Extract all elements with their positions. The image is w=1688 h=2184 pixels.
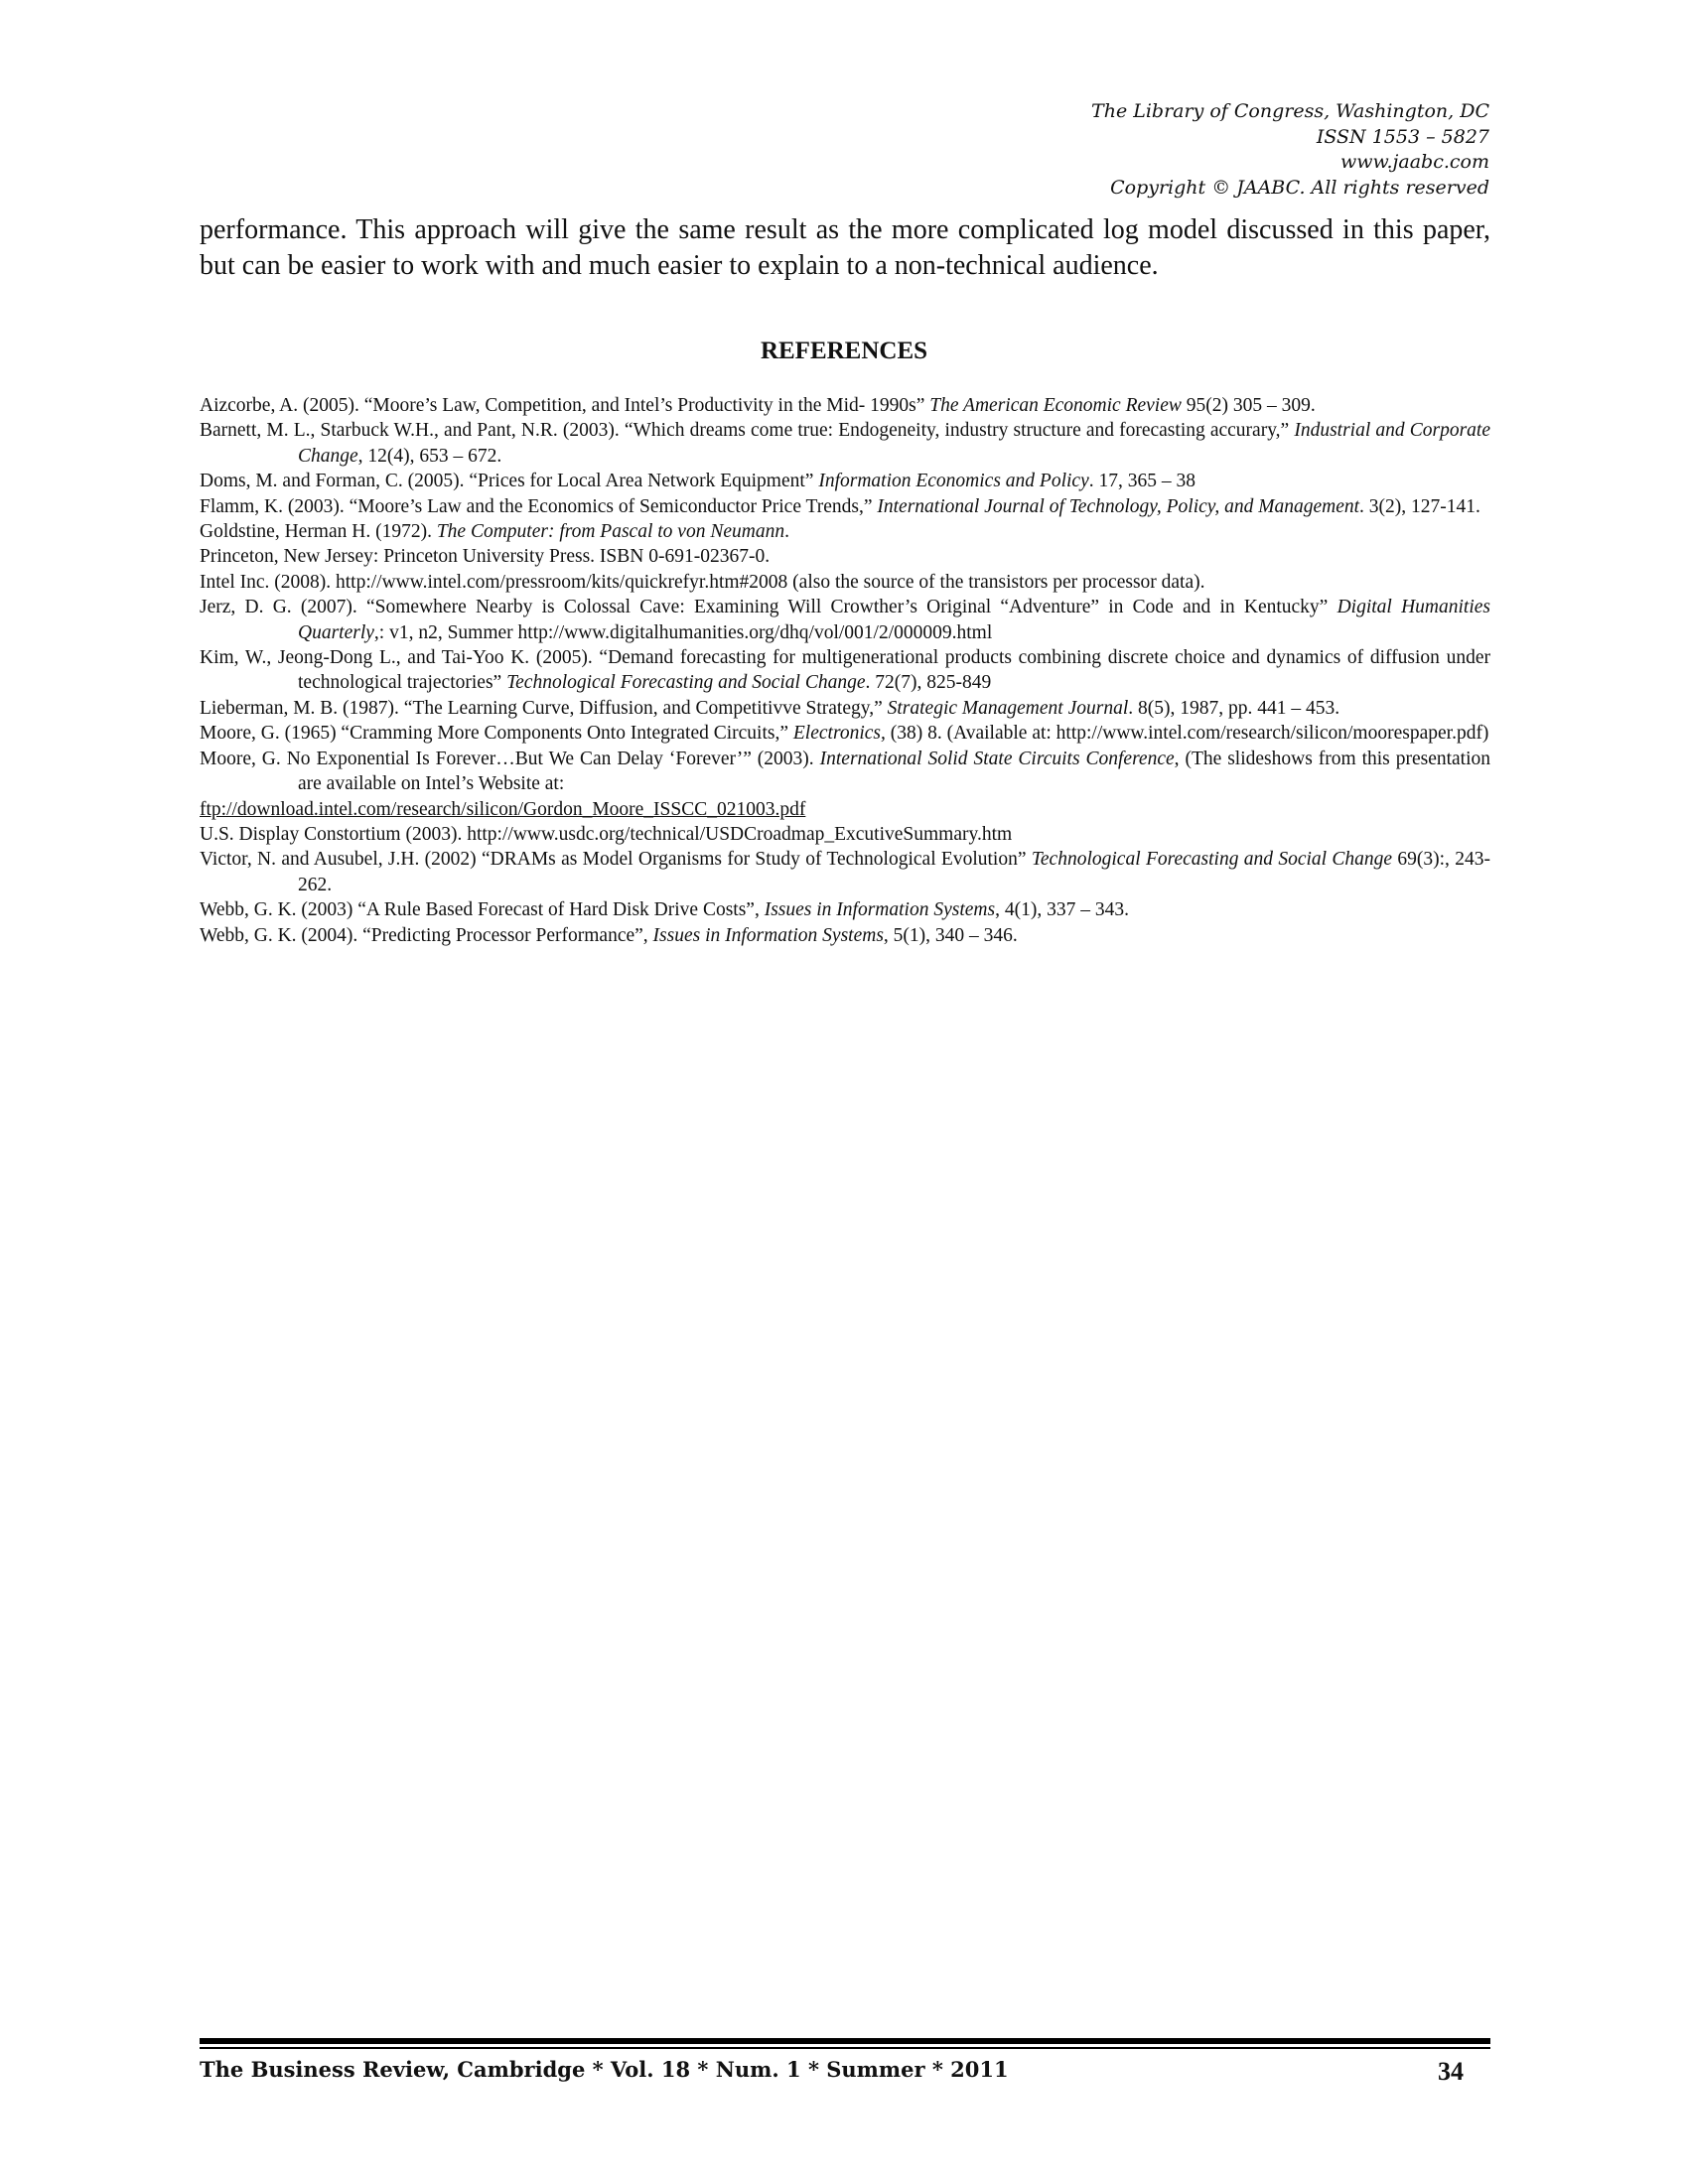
journal-header (794, 99, 1489, 201)
header-copyright-line: Copyright © JAABC. All rights reserved (1110, 176, 1489, 199)
reference-entry: Moore, G. No Exponential Is Forever…But We Can Delay ‘Forever’” (2003). International Solid State Circuits Conference, (The slideshows from this presentation are available on Intel’s Website at: (200, 748, 1491, 795)
reference-link[interactable]: ftp://download.intel.com/research/silicon/Gordon_Moore_ISSCC_021003.pdf (200, 798, 806, 820)
reference-entry: Victor, N. and Ausubel, J.H. (2002) “DRAMs as Model Organisms for Study of Technological Evolution” Technological Forecasting and Social Change 69(3):, 243-262. (200, 849, 1490, 895)
reference-entry: Jerz, D. G. (2007). “Somewhere Nearby is Colossal Cave: Examining Will Crowther’s Original “Adventure” in Code and in Kentucky” Digital Humanities Quarterly,: v1, n2, Summer http://www.digitalhumanities.org/dhq/vol/001/2/000009.html (200, 597, 1490, 643)
reference-entry: Princeton, New Jersey: Princeton University Press. ISBN 0-691-02367-0. (200, 546, 771, 568)
page-number: 34 (1438, 2057, 1464, 2086)
reference-entry: Flamm, K. (2003). “Moore’s Law and the Economics of Semiconductor Price Trends,” International Journal of Technology, Policy, and Management. 3(2), 127-141. (200, 495, 1480, 517)
reference-entry: Intel Inc. (2008). http://www.intel.com/pressroom/kits/quickrefyr.htm#2008 (also the source of the transistors per processor data). (200, 571, 1205, 593)
reference-entry: Lieberman, M. B. (1987). “The Learning Curve, Diffusion, and Competitivve Strategy,” Strategic Management Journal. 8(5), 1987, pp. 441 – 453. (200, 697, 1340, 719)
intro-text: performance. This approach will give the same result as the more complicated log model discussed in this paper, but can be easier to work with and much easier to explain to a non-technical audience. (200, 214, 1490, 281)
reference-entry: Kim, W., Jeong-Dong L., and Tai-Yoo K. (2005). “Demand forecasting for multigenerational products combining discrete choice and dynamics of diffusion under technological trajectories” Technological Forecasting and Social Change. 72(7), 825-849 (200, 647, 1490, 694)
reference-entry: U.S. Display Constortium (2003). http://www.usdc.org/technical/USDCroadmap_ExcutiveSummary.htm (200, 823, 1013, 845)
footer-rule-thick (200, 2038, 1490, 2044)
reference-entry: Doms, M. and Forman, C. (2005). “Prices for Local Area Network Equipment” Information Economics and Policy. 17, 365 – 38 (200, 471, 1196, 492)
reference-entry: Aizcorbe, A. (2005). “Moore’s Law, Competition, and Intel’s Productivity in the Mid- 1990s” The American Economic Review 95(2) 305 – 309. (200, 395, 1316, 416)
header-website-line: www.jaabc.com (1339, 151, 1489, 173)
reference-entry: Webb, G. K. (2003) “A Rule Based Forecast of Hard Disk Drive Costs”, Issues in Information Systems, 4(1), 337 – 343. (200, 899, 1129, 921)
reference-entry: Webb, G. K. (2004). “Predicting Processor Performance”, Issues in Information Systems, 5(1), 340 – 346. (200, 924, 1018, 946)
footer-journal-info: The Business Review, Cambridge * Vol. 18 * Num. 1 * Summer * 2011 (200, 2057, 1009, 2082)
intro-paragraph (200, 212, 1490, 284)
reference-entry: Barnett, M. L., Starbuck W.H., and Pant, N.R. (2003). “Which dreams come true: Endogeneity, industry structure and forecasting accurary,” Industrial and Corporate Change, 12(4), 653 – 672. (200, 420, 1490, 467)
header-issn-line: ISSN 1553 – 5827 (1316, 125, 1489, 148)
reference-entry: Moore, G. (1965) “Cramming More Components Onto Integrated Circuits,” Electronics, (38) 8. (Available at: http://www.intel.com/research/silicon/moorespaper.pdf) (200, 723, 1489, 745)
references-list (200, 393, 1490, 948)
footer-rule-thin (200, 2047, 1490, 2049)
references-heading: REFERENCES (760, 338, 928, 364)
header-library-line: The Library of Congress, Washington, DC (1091, 100, 1489, 122)
reference-entry: Goldstine, Herman H. (1972). The Computer: from Pascal to von Neumann. (200, 521, 789, 543)
